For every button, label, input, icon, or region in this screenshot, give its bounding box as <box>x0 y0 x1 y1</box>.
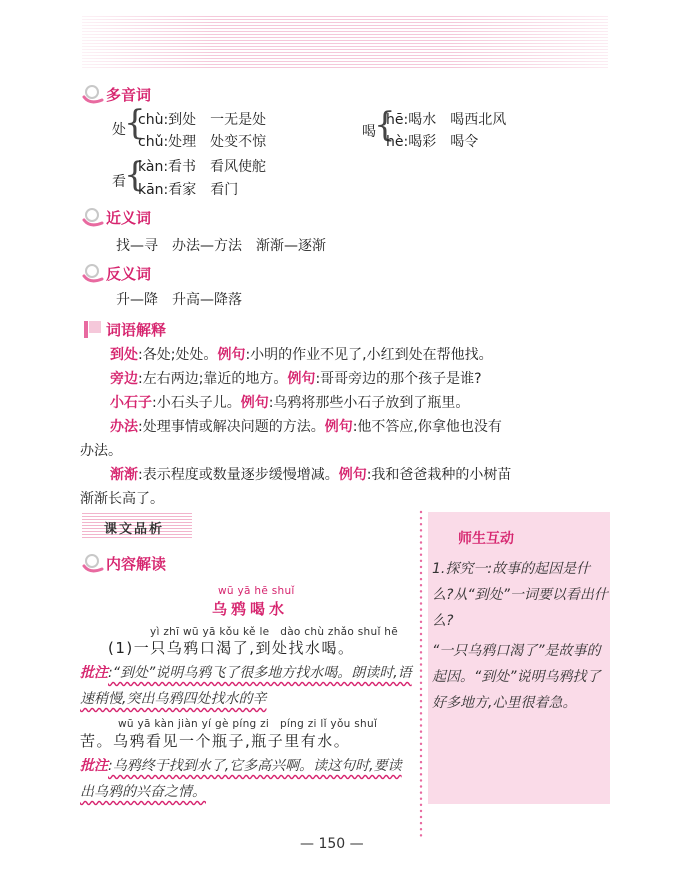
annotation-text: :“到处”说明乌鸦飞了很多地方找水喝。朗读时,语速稍慢,突出乌鸦四处找水的辛 <box>80 665 412 707</box>
magnifier-icon <box>82 83 104 105</box>
brace: { <box>124 155 146 195</box>
glossary-def: :处理事情或解决问题的方法。 <box>138 419 325 435</box>
annotation-label: 批注 <box>80 758 108 774</box>
glossary-term: 到处 <box>110 347 138 363</box>
magnifier-icon <box>82 262 104 284</box>
glossary-example: :小明的作业不见了,小红到处在帮他找。 <box>245 347 493 363</box>
glossary-item <box>80 463 604 487</box>
annotation <box>80 660 412 712</box>
example-label: 例句 <box>217 347 246 363</box>
glossary-item <box>80 343 604 367</box>
sidebar-answer: “一只乌鸦口渴了”是故事的起因。“到处”说明乌鸦找了好多地方,心里很着急。 <box>432 643 601 711</box>
page-number: — 150 — <box>300 836 364 852</box>
brace: { <box>374 105 396 145</box>
paragraph-pinyin: wū yā kàn jiàn yí gè píng zi píng zi lǐ yǒu shuǐ <box>118 718 378 730</box>
poly-chu-row1: chù:到处 一无是处 <box>138 112 267 128</box>
poly-kan-row2: kān:看家 看门 <box>138 182 239 198</box>
glossary-def: :各处;处处。 <box>138 347 218 363</box>
glossary-term: 小石子 <box>110 395 152 411</box>
poly-chu-row2: chǔ:处理 处变不惊 <box>138 134 267 150</box>
sidebar-title: 师生互动 <box>458 531 514 547</box>
poly-char-chu: 处 <box>112 122 126 138</box>
annotation-text: :乌鸦终于找到水了,它多高兴啊。读这句时,要读出乌鸦的兴奋之情。 <box>80 758 402 800</box>
section-title: 近义词 <box>106 208 152 227</box>
glossary-example: :他不答应,你拿他也没有 <box>352 419 502 435</box>
paragraph-line: 苦。乌鸦看见一个瓶子,瓶子里有水。 <box>80 732 351 750</box>
section-title: 多音词 <box>106 85 152 104</box>
glossary-item <box>80 415 604 439</box>
lesson-title: 乌鸦喝水 <box>212 600 289 618</box>
section-header-polyphones <box>82 83 151 105</box>
glossary-term: 渐渐 <box>110 467 138 483</box>
annotation-label: 批注 <box>80 665 108 681</box>
paragraph-line: (1)一只乌鸦口渴了,到处找水喝。 <box>108 639 355 657</box>
title-pinyin: wū yā hē shuǐ <box>218 585 295 597</box>
glossary-item <box>80 367 604 391</box>
brace: { <box>124 103 146 143</box>
glossary-example: :我和爸爸栽种的小树苗 <box>366 467 512 483</box>
synonyms-line: 找—寻 办法—方法 渐渐—逐渐 <box>116 238 326 254</box>
lesson-band-label: 课文品析 <box>104 522 165 537</box>
poly-kan-row1: kàn:看书 看风使舵 <box>138 159 267 175</box>
glossary-continuation: 渐渐长高了。 <box>80 491 164 507</box>
glossary-def: :表示程度或数量逐步缓慢增减。 <box>138 467 339 483</box>
section-title: 词语解释 <box>106 320 167 339</box>
section-title: 反义词 <box>106 264 152 283</box>
section-title: 内容解读 <box>106 554 167 573</box>
example-label: 例句 <box>324 419 353 435</box>
section-header-content <box>82 552 166 574</box>
dotted-divider <box>418 510 424 840</box>
section-header-glossary <box>82 318 166 340</box>
magnifier-icon <box>82 552 104 574</box>
annotation <box>80 753 412 805</box>
sidebar-question: 1.探究一:故事的起因是什么?从“到处”一词要以看出什么? <box>432 561 608 629</box>
poly-he-row2: hè:喝彩 喝令 <box>386 134 479 150</box>
glossary-def: :左右两边;靠近的地方。 <box>138 371 288 387</box>
paragraph-pinyin: yì zhī wū yā kǒu kě le dào chù zhǎo shuǐ hē <box>150 626 399 638</box>
glossary-item <box>80 391 604 415</box>
section-header-antonyms <box>82 262 151 284</box>
section-header-synonyms <box>82 206 151 228</box>
glossary-continuation: 办法。 <box>80 443 122 459</box>
magnifier-icon <box>82 206 104 228</box>
header-band <box>82 14 608 70</box>
glossary-term: 办法 <box>110 419 138 435</box>
example-label: 例句 <box>287 371 316 387</box>
flag-icon <box>82 318 104 340</box>
example-label: 例句 <box>338 467 367 483</box>
glossary-example: :乌鸦将那些小石子放到了瓶里。 <box>268 395 470 411</box>
poly-char-he: 喝 <box>362 124 376 140</box>
glossary-def: :小石头子儿。 <box>152 395 241 411</box>
glossary-term: 旁边 <box>110 371 138 387</box>
poly-he-row1: hē:喝水 喝西北风 <box>386 112 507 128</box>
poly-char-kan: 看 <box>112 174 126 190</box>
glossary-example: :哥哥旁边的那个孩子是谁? <box>315 371 482 387</box>
example-label: 例句 <box>240 395 269 411</box>
antonyms-line: 升—降 升高—降落 <box>116 292 242 308</box>
